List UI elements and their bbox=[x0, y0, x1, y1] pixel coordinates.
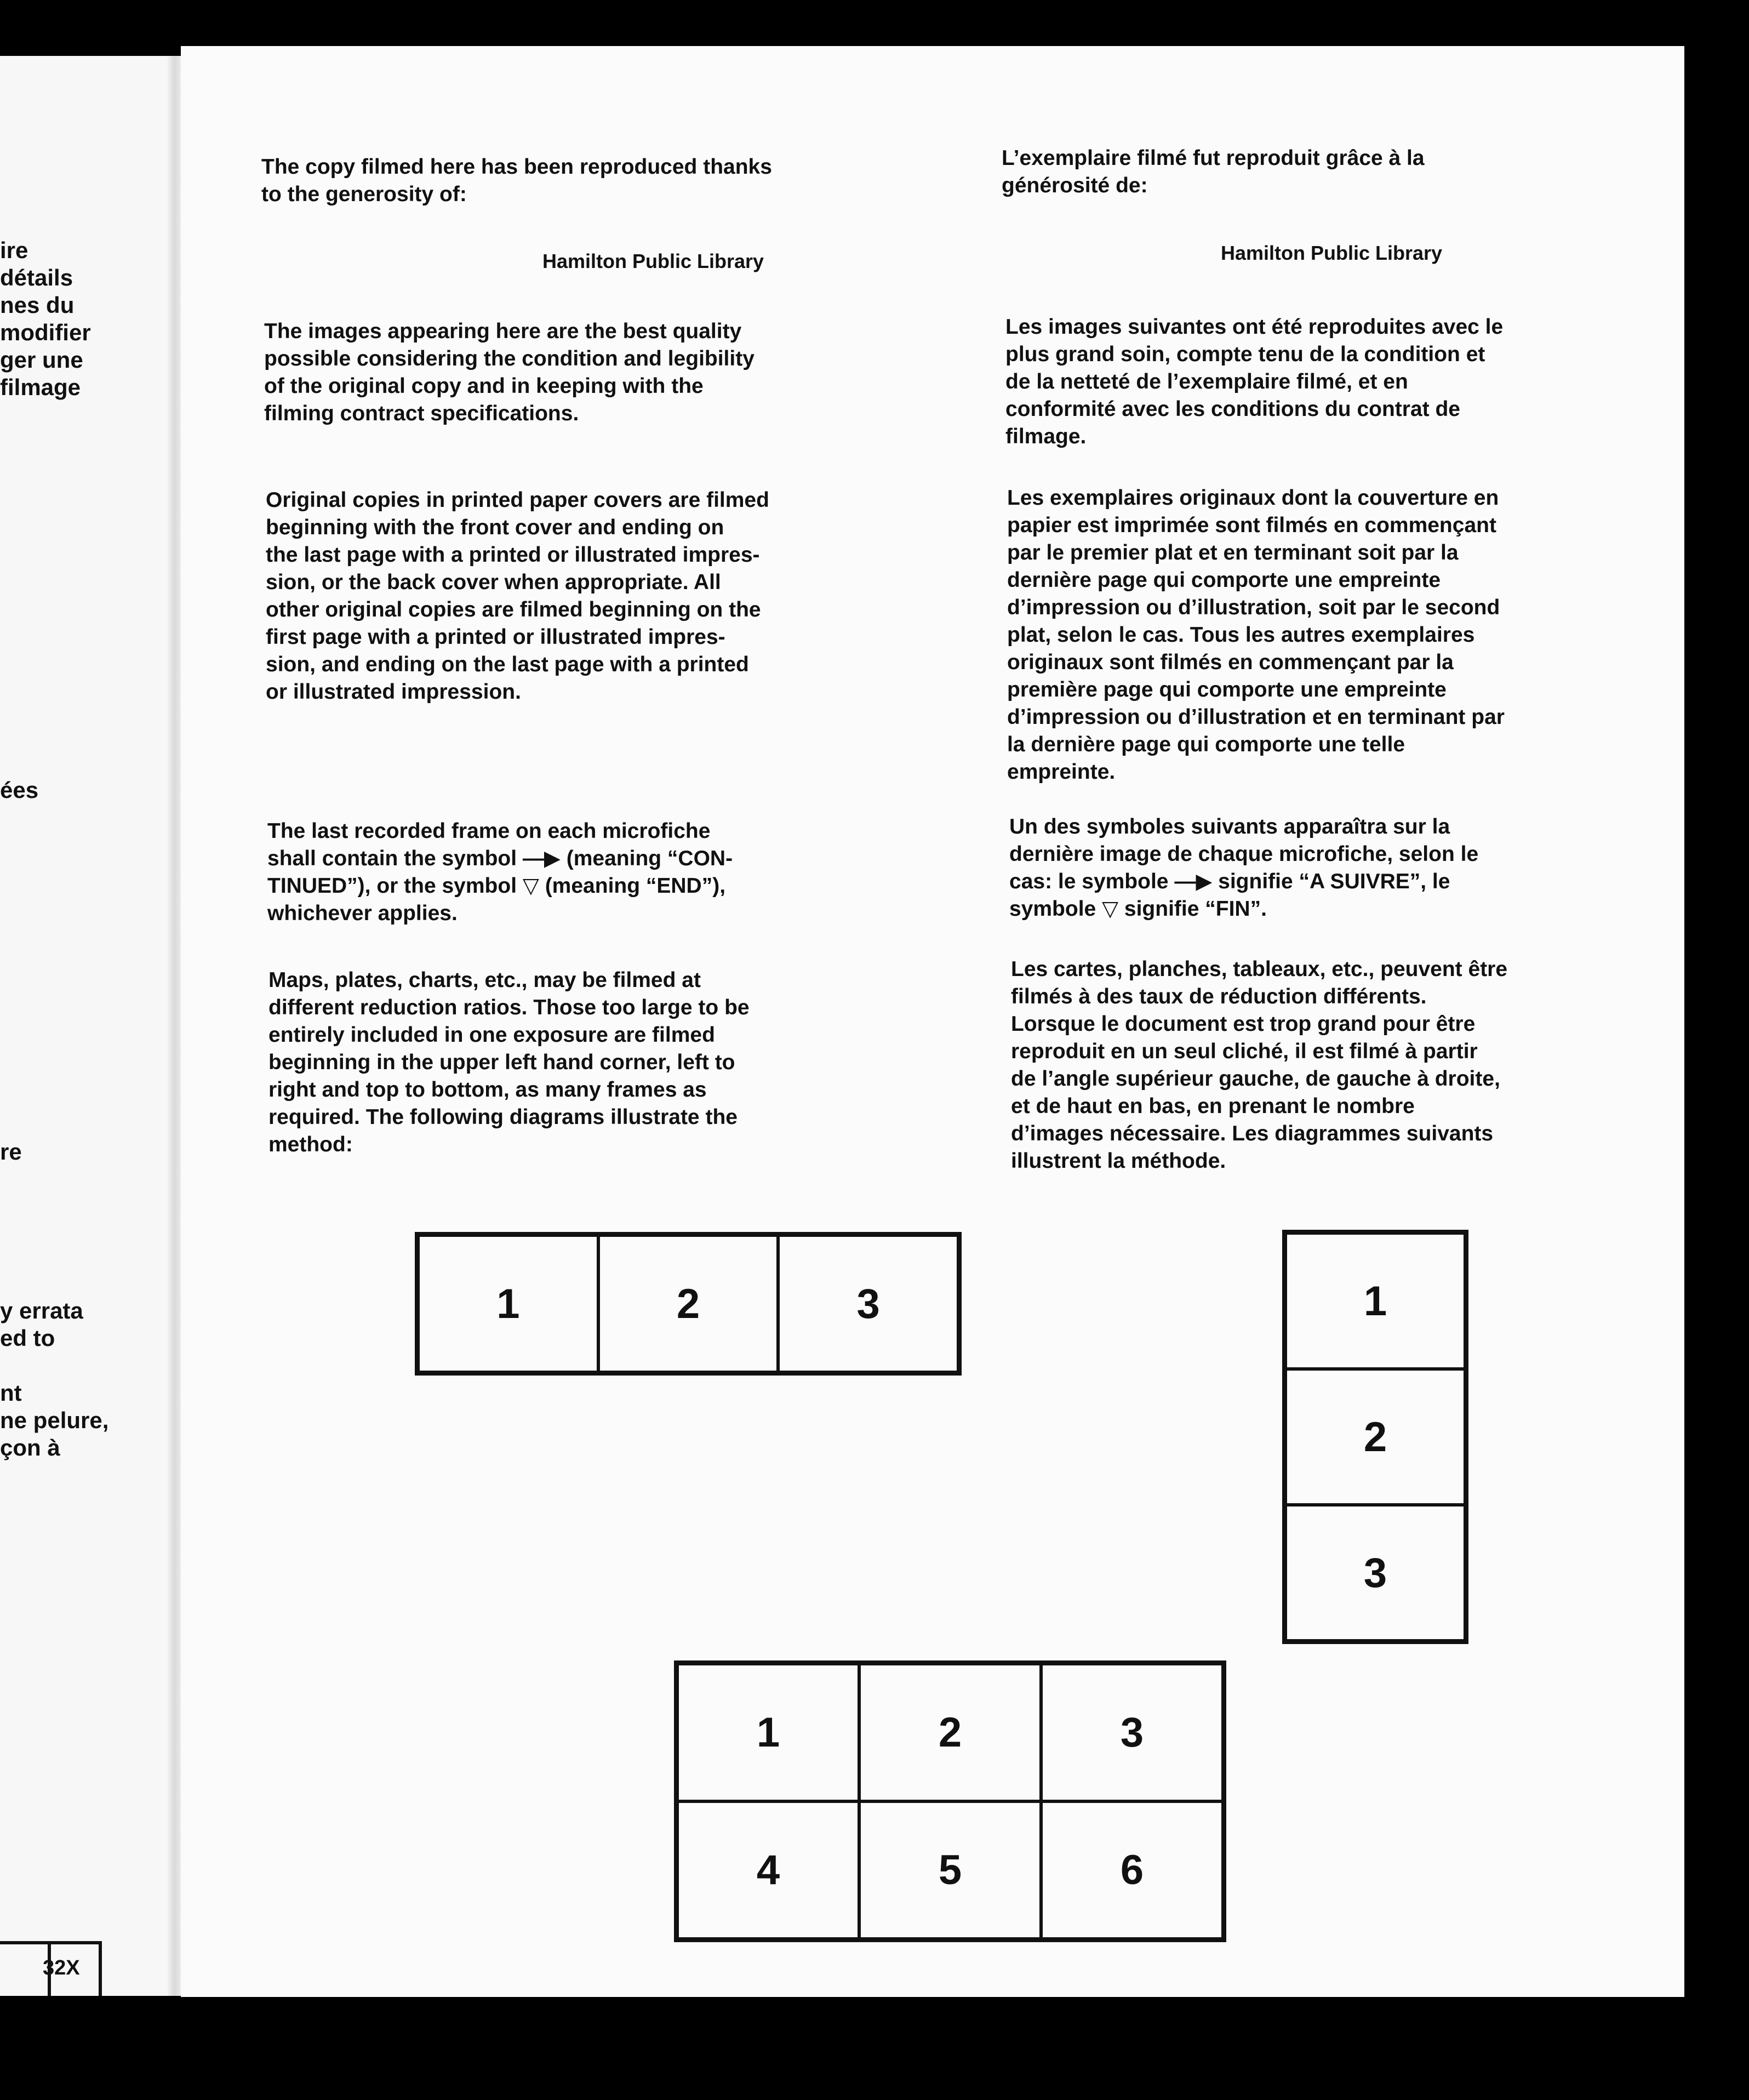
text-line: originaux sont filmés en commençant par la bbox=[1007, 650, 1454, 674]
fragment-line: nes du bbox=[0, 292, 75, 318]
text-line: première page qui comporte une empreinte bbox=[1007, 678, 1447, 701]
text-line: conformité avec les conditions du contrat de bbox=[1005, 397, 1460, 421]
fragment-line: ed to bbox=[0, 1325, 55, 1351]
diagram-column-cell: 2 bbox=[1285, 1369, 1465, 1505]
fragment-line: ger une bbox=[0, 347, 83, 373]
fragment-line: filmage bbox=[0, 374, 81, 400]
diagram-grid-cell: 6 bbox=[1041, 1801, 1223, 1939]
text-line: required. The following diagrams illustrate the bbox=[268, 1105, 738, 1129]
text-line: d’images nécessaire. Les diagrammes suivants bbox=[1011, 1122, 1494, 1145]
ruler-segment bbox=[0, 1944, 48, 1996]
text-line: The last recorded frame on each microfiche bbox=[267, 819, 711, 843]
text-line: la dernière page qui comporte une telle bbox=[1007, 733, 1405, 756]
text-line: sion, or the back cover when appropriate. All bbox=[266, 570, 721, 594]
french-paragraph-symbols bbox=[1009, 813, 1667, 923]
text-line: filmage. bbox=[1005, 425, 1087, 448]
text-line: d’impression ou d’illustration et en terminant par bbox=[1007, 705, 1505, 729]
text-line: TINUED”), or the symbol ▽ (meaning “END”), bbox=[267, 874, 726, 898]
text-line: Les exemplaires originaux dont la couverture en bbox=[1007, 486, 1499, 510]
english-paragraph-quality bbox=[264, 318, 900, 427]
text-line: filmés à des taux de réduction différents. bbox=[1011, 985, 1427, 1008]
left-page-fragment bbox=[0, 56, 171, 1996]
text-line: générosité de: bbox=[1002, 174, 1148, 197]
left-fragment-ees: ées bbox=[0, 777, 39, 803]
text-line: possible considering the condition and legibility bbox=[264, 347, 755, 370]
text-line: Original copies in printed paper covers are filmed bbox=[266, 488, 769, 512]
text-line: The copy filmed here has been reproduced thanks bbox=[261, 155, 772, 179]
diagram-column-cell: 1 bbox=[1285, 1233, 1465, 1369]
text-line: the last page with a printed or illustrated impres- bbox=[266, 543, 760, 567]
english-paragraph-symbols bbox=[267, 818, 903, 927]
text-line: plus grand soin, compte tenu de la condition et bbox=[1005, 343, 1485, 366]
text-line: empreinte. bbox=[1007, 760, 1116, 784]
left-fragment-re: re bbox=[0, 1139, 22, 1165]
text-line: de l’angle supérieur gauche, de gauche à droite, bbox=[1011, 1067, 1500, 1091]
diagram-row-cell: 1 bbox=[418, 1235, 598, 1372]
text-line: right and top to bottom, as many frames as bbox=[268, 1078, 707, 1102]
fragment-line: ne pelure, bbox=[0, 1407, 109, 1433]
english-paragraph-maps bbox=[268, 967, 904, 1159]
diagram-grid-cell: 3 bbox=[1041, 1664, 1223, 1801]
text-line: beginning in the upper left hand corner, left to bbox=[268, 1051, 735, 1074]
text-line: illustrent la méthode. bbox=[1011, 1149, 1226, 1173]
diagram-row-cell: 2 bbox=[598, 1235, 779, 1372]
diagram-column bbox=[1282, 1230, 1468, 1644]
french-library-name: Hamilton Public Library bbox=[1221, 242, 1443, 264]
fragment-line: çon à bbox=[0, 1435, 60, 1460]
diagram-grid-cell: 5 bbox=[859, 1801, 1041, 1939]
diagram-column-cell: 3 bbox=[1285, 1505, 1465, 1641]
fragment-line: y errata bbox=[0, 1298, 83, 1323]
text-line: to the generosity of: bbox=[261, 182, 467, 206]
fragment-line: ire bbox=[0, 237, 28, 263]
text-line: cas: le symbole —▶ signifie “A SUIVRE”, le bbox=[1009, 870, 1450, 893]
english-paragraph-originals bbox=[266, 487, 901, 706]
left-fragments-top bbox=[0, 237, 91, 401]
diagram-grid-cell: 1 bbox=[677, 1664, 859, 1801]
text-line: et de haut en bas, en prenant le nombre bbox=[1011, 1094, 1415, 1118]
text-line: different reduction ratios. Those too large to be bbox=[268, 996, 750, 1019]
text-line: dernière page qui comporte une empreinte bbox=[1007, 568, 1441, 592]
text-line: other original copies are filmed beginning on the bbox=[266, 598, 761, 621]
text-line: Maps, plates, charts, etc., may be filmed at bbox=[268, 968, 701, 992]
french-intro bbox=[1002, 145, 1659, 199]
text-line: beginning with the front cover and ending on bbox=[266, 516, 724, 539]
fragment-line: modifier bbox=[0, 319, 91, 345]
left-fragments-bottom bbox=[0, 1297, 108, 1462]
french-paragraph-originals bbox=[1007, 484, 1665, 786]
text-line: plat, selon le cas. Tous les autres exemplaires bbox=[1007, 623, 1475, 647]
diagram-grid-cell: 2 bbox=[859, 1664, 1041, 1801]
text-line: Lorsque le document est trop grand pour être bbox=[1011, 1012, 1476, 1036]
text-line: reproduit en un seul cliché, il est filmé à partir bbox=[1011, 1040, 1478, 1063]
french-paragraph-maps bbox=[1011, 956, 1668, 1175]
main-page bbox=[181, 46, 1684, 1997]
text-line: sion, and ending on the last page with a printed bbox=[266, 653, 749, 676]
text-line: L’exemplaire filmé fut reproduit grâce à la bbox=[1002, 146, 1425, 170]
text-line: d’impression ou d’illustration, soit par le second bbox=[1007, 596, 1500, 619]
reduction-label: 32X bbox=[43, 1956, 80, 1979]
text-line: par le premier plat et en terminant soit par la bbox=[1007, 541, 1459, 564]
text-line: method: bbox=[268, 1133, 353, 1156]
text-line: de la netteté de l’exemplaire filmé, et en bbox=[1005, 370, 1408, 393]
text-line: filming contract specifications. bbox=[264, 402, 579, 425]
text-line: symbole ▽ signifie “FIN”. bbox=[1009, 897, 1267, 921]
text-line: or illustrated impression. bbox=[266, 680, 521, 704]
text-line: papier est imprimée sont filmés en commençant bbox=[1007, 513, 1496, 537]
diagram-grid-cell: 4 bbox=[677, 1801, 859, 1939]
text-line: Les images suivantes ont été reproduites avec le bbox=[1005, 315, 1504, 339]
fragment-line bbox=[0, 1352, 108, 1379]
text-line: dernière image de chaque microfiche, selon le bbox=[1009, 842, 1479, 866]
text-line: Un des symboles suivants apparaîtra sur la bbox=[1009, 815, 1450, 838]
text-line: The images appearing here are the best quality bbox=[264, 319, 742, 343]
diagram-row-cell: 3 bbox=[778, 1235, 958, 1372]
text-line: whichever applies. bbox=[267, 901, 458, 925]
text-line: Les cartes, planches, tableaux, etc., peuvent être bbox=[1011, 957, 1508, 981]
french-paragraph-quality bbox=[1005, 313, 1663, 450]
text-line: shall contain the symbol —▶ (meaning “CON- bbox=[267, 847, 733, 870]
diagram-grid bbox=[674, 1660, 1226, 1942]
diagram-row bbox=[415, 1232, 962, 1376]
fragment-line: détails bbox=[0, 265, 73, 290]
fragment-line: nt bbox=[0, 1380, 22, 1406]
english-library-name: Hamilton Public Library bbox=[542, 250, 764, 272]
english-intro bbox=[261, 153, 897, 208]
text-line: entirely included in one exposure are filmed bbox=[268, 1023, 715, 1047]
text-line: of the original copy and in keeping with the bbox=[264, 374, 704, 398]
text-line: first page with a printed or illustrated impres- bbox=[266, 625, 725, 649]
